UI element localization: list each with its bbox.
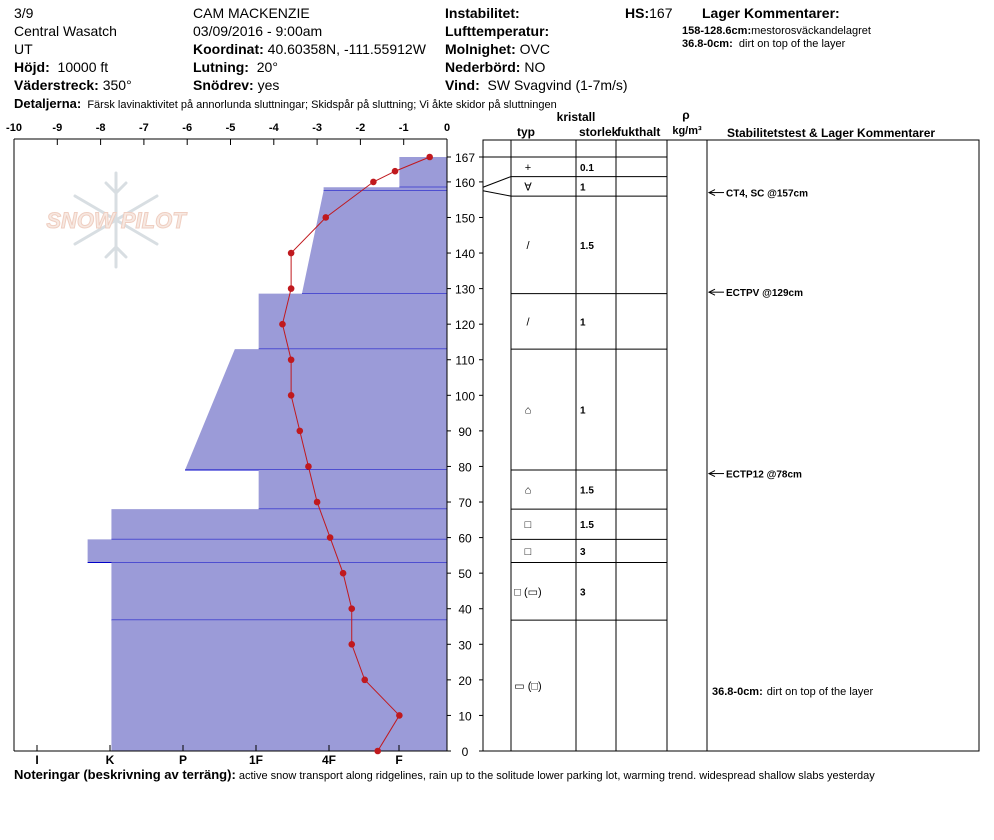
hardness-tick-label-0: I (35, 753, 39, 767)
stability-test-label-1: ECTPV @129cm (726, 288, 804, 300)
temp-point-12 (327, 534, 334, 541)
table-border (483, 140, 979, 751)
hardness-layer-5 (259, 470, 447, 509)
temp-point-1 (392, 168, 399, 175)
precip-label: Nederbörd: (445, 59, 521, 75)
hs-value: 167 (649, 5, 673, 21)
temp-tick-label-8: -2 (355, 122, 366, 134)
height-tick-label-15: 150 (454, 211, 476, 226)
header-rho: ρ (682, 108, 690, 122)
hardness-layer-8 (111, 562, 447, 620)
temp-tick-label-3: -7 (139, 122, 149, 134)
temp-tick-label-0: -10 (6, 122, 22, 134)
temp-tick-label-9: -1 (398, 122, 409, 134)
height-axis (447, 151, 483, 759)
stability-tests (709, 189, 808, 481)
layer-comment-1-depth: 158-128.6cm: (682, 25, 752, 37)
hs-label: HS: (625, 5, 650, 21)
header-typ: typ (517, 125, 535, 139)
coordinate-label: Koordinat: (193, 41, 264, 57)
date: 3/9 (14, 5, 34, 21)
stability-test-label-2: ECTP12 @78cm (726, 469, 802, 481)
height-tick-label-16: 160 (454, 175, 476, 190)
hardness-layer-6 (111, 509, 447, 539)
height-tick-label-17: 167 (454, 151, 476, 165)
temp-tick-label-7: -3 (312, 122, 322, 134)
header-stability: Stabilitetstest & Lager Kommentarer (727, 126, 936, 140)
height-tick-label-4: 40 (458, 602, 472, 617)
hardness-tick-label-5: F (395, 753, 403, 767)
temp-point-2 (370, 179, 377, 186)
temp-tick-label-1: -9 (52, 122, 63, 134)
elevation-value: 10000 ft (57, 59, 109, 75)
layer-size-7: 3 (580, 546, 586, 558)
elevation-label: Höjd: (14, 59, 50, 75)
height-tick-label-3: 30 (458, 638, 472, 653)
header-kristall: kristall (556, 110, 596, 124)
hardness-tick-label-4: 4F (321, 753, 337, 767)
temp-point-3 (322, 214, 329, 221)
hardness-layer-9 (111, 620, 447, 751)
temp-point-15 (348, 641, 355, 648)
wind-label: Vind: (445, 77, 480, 93)
aspect-label: Väderstreck: (14, 77, 99, 93)
temp-point-9 (296, 428, 303, 435)
temp-tick-label-4: -6 (182, 122, 193, 134)
region: Central Wasatch (14, 23, 117, 39)
snowpilot-watermark (46, 173, 187, 267)
height-tick-label-14: 140 (454, 247, 476, 262)
layer-type-4: ⌂ (524, 404, 532, 417)
temperature-axis (6, 122, 450, 145)
layer-connector-0 (483, 177, 511, 188)
height-tick-label-12: 120 (454, 318, 476, 333)
layer-type-9: ▭ (□) (514, 680, 542, 693)
hardness-tick-label-1: K (105, 753, 115, 767)
layer-size-4: 1 (580, 405, 586, 417)
hardness-layer-0 (399, 157, 447, 187)
temp-point-11 (314, 499, 321, 506)
details-label: Detaljerna: (14, 96, 82, 111)
clouds-value: OVC (519, 41, 550, 57)
table-layer-comment (712, 686, 873, 698)
layer-size-6: 1.5 (580, 520, 594, 532)
temp-point-5 (288, 285, 295, 292)
slope-value: 20° (256, 59, 278, 75)
notes-row (14, 767, 875, 784)
height-tick-label-13: 130 (454, 282, 476, 297)
height-tick-label-11: 110 (455, 353, 475, 368)
temp-tick-label-2: -8 (95, 122, 106, 134)
coordinate-value: 40.60358N, -111.55912W (267, 41, 426, 57)
temp-tick-label-6: -4 (268, 122, 279, 134)
notes-label: Noteringar (beskrivning av terräng): (14, 767, 236, 782)
temp-point-7 (288, 356, 295, 363)
air-temp-label: Lufttemperatur: (445, 23, 550, 39)
table-layer-comment-text: dirt on top of the layer (766, 686, 874, 698)
layer-size-2: 1.5 (580, 240, 594, 252)
temp-tick-label-5: -5 (225, 122, 236, 134)
layer-type-3: / (526, 316, 530, 329)
temp-point-4 (288, 250, 295, 257)
layer-size-0: 0.1 (580, 162, 594, 174)
notes-text: active snow transport along ridgelines, rain up to the solitude lower parking lot, warming trend. widespread shallow slabs yesterday (238, 770, 875, 782)
stability-test-label-0: CT4, SC @157cm (726, 188, 809, 200)
table-layer-comment-depth: 36.8-0cm: (712, 686, 763, 698)
observer-name: CAM MACKENZIE (193, 5, 310, 21)
layer-comment-2-text: dirt on top of the layer (738, 38, 846, 50)
temp-point-6 (279, 321, 286, 328)
temp-tick-label-10: 0 (443, 122, 451, 134)
layer-comment-1-text: mestorosväckandelagret (751, 25, 871, 37)
instability-label: Instabilitet: (445, 5, 520, 21)
layer-type-0: + (524, 161, 532, 174)
precip-value: NO (524, 59, 546, 75)
slope-label: Lutning: (193, 59, 249, 75)
height-tick-label-0: 0 (461, 745, 469, 759)
temp-point-17 (396, 712, 403, 719)
height-tick-label-9: 90 (458, 424, 472, 439)
layer-size-3: 1 (580, 317, 586, 329)
hardness-layer-2 (302, 191, 447, 294)
layer-comment-2-depth: 36.8-0cm: (682, 38, 733, 50)
temp-point-0 (426, 154, 433, 161)
height-tick-label-2: 20 (458, 673, 472, 688)
hardness-tick-label-3: 1F (248, 753, 264, 767)
layer-type-5: ⌂ (524, 484, 532, 497)
layer-size-5: 1.5 (580, 485, 594, 497)
clouds-label: Molnighet: (445, 41, 516, 57)
state: UT (14, 41, 33, 57)
hardness-profile (88, 157, 447, 751)
temp-point-13 (340, 570, 347, 577)
temp-point-10 (305, 463, 312, 470)
layer-size-1: 1 (580, 182, 586, 194)
layer-type-1: ∀ (524, 181, 532, 194)
layer-table (483, 140, 979, 751)
drift-label: Snödrev: (193, 77, 254, 93)
hardness-layer-7 (88, 539, 447, 562)
temp-point-14 (348, 605, 355, 612)
header-fukthalt: fukthalt (617, 125, 661, 139)
drift-value: yes (257, 77, 280, 93)
temp-point-8 (288, 392, 295, 399)
layer-type-7: □ (524, 545, 532, 558)
temp-point-18 (374, 748, 381, 755)
header-storlek: storlek (579, 125, 619, 139)
height-tick-label-10: 100 (454, 389, 476, 404)
height-tick-label-1: 10 (458, 709, 472, 724)
details-value: Färsk lavinaktivitet på annorlunda sluttningar; Skidspår på sluttning; Vi åkte skidor på sluttningen (87, 99, 557, 111)
layer-size-8: 3 (580, 587, 586, 599)
layer-connector-1 (483, 191, 511, 196)
aspect-value: 350° (102, 77, 132, 93)
layer-type-6: □ (524, 519, 532, 532)
layer-type-2: / (526, 239, 530, 252)
height-tick-label-5: 50 (458, 567, 472, 582)
height-tick-label-6: 60 (458, 531, 472, 546)
observation-datetime: 03/09/2016 - 9:00am (193, 23, 323, 39)
watermark-text: SNOW PILOT (46, 208, 186, 233)
height-tick-label-8: 80 (458, 460, 472, 475)
wind-value: SW Svagvind (1-7m/s) (487, 77, 628, 93)
layer-type-8: □ (▭) (514, 586, 542, 599)
hardness-tick-label-2: P (178, 753, 188, 767)
hardness-layer-1 (324, 187, 447, 191)
layer-comments-label: Lager Kommentarer: (702, 5, 840, 21)
hardness-layer-4 (185, 349, 447, 470)
temp-point-16 (361, 677, 368, 684)
height-tick-label-7: 70 (458, 496, 472, 511)
header-density-unit: kg/m³ (672, 125, 702, 137)
